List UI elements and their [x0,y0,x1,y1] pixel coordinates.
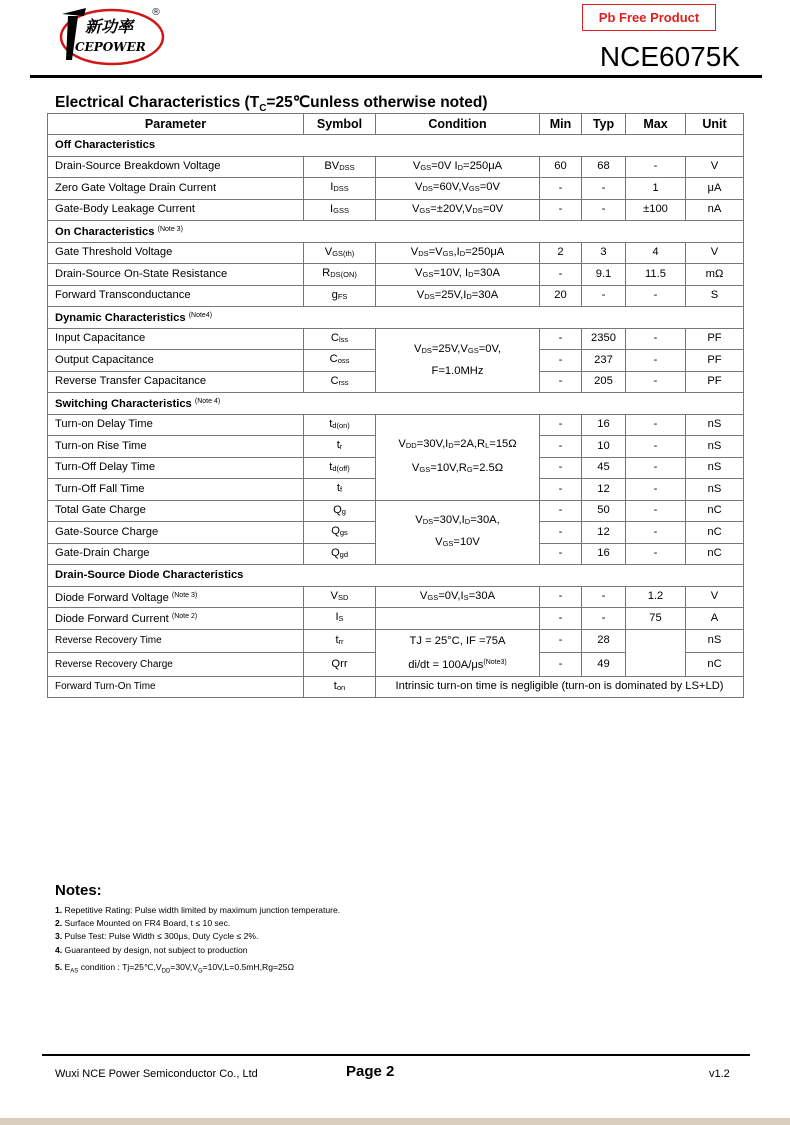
max-cell: - [626,522,686,544]
typ-cell: 3 [582,242,626,264]
condition-cell: $V_{GS}=0V,I_S=30A$ [376,586,540,608]
typ-cell: 45 [582,457,626,479]
typ-cell: - [582,586,626,608]
min-cell: - [540,178,582,200]
table-row [48,242,744,264]
max-cell: - [626,479,686,501]
section-title: Electrical Characteristics ($T_C=25℃unless$ otherwise noted) [55,94,488,115]
company-logo [58,4,166,68]
registered-mark: ® [151,7,161,18]
symbol-cell: $t_{on}$ [304,676,376,698]
unit-cell: V [686,242,744,264]
param-cell: Gate-Body Leakage Current [48,199,304,221]
unit-cell: V [686,156,744,178]
min-cell: - [540,199,582,221]
max-cell: - [626,371,686,393]
param-cell: Output Capacitance [48,350,304,372]
min-cell: - [540,414,582,436]
unit-cell: nS [686,629,744,653]
logo-brand-text: CEPOWER [75,40,146,54]
table-row [48,285,744,307]
unit-cell: nS [686,457,744,479]
min-cell: - [540,350,582,372]
unit-cell: nS [686,414,744,436]
header-divider [30,75,762,78]
typ-cell: 16 [582,543,626,565]
param-cell: Turn-Off Delay Time [48,457,304,479]
symbol-cell: $Q_{gs}$ [304,522,376,544]
symbol-cell: $C_{lss}$ [304,328,376,350]
condition-cell: Intrinsic turn-on time is negligible (turn-on is dominated by LS+LD) [376,676,744,698]
min-cell: - [540,479,582,501]
table-row [48,586,744,608]
notes-title: Notes: [55,882,102,899]
max-cell: 1.2 [626,586,686,608]
max-cell: - [626,350,686,372]
param-cell: Turn-on Rise Time [48,436,304,458]
condition-cell: $V_{DS}=60V,V_{GS}=0V$ [376,178,540,200]
min-cell: 60 [540,156,582,178]
symbol-cell: $Q_{gd}$ [304,543,376,565]
symbol-cell: $I_S$ [304,608,376,630]
condition-cell: $V_{DS}=V_{GS},I_D=250\mu A$ [376,242,540,264]
typ-cell: 12 [582,479,626,501]
condition-cell: TJ = 25°C, IF =75A $di/dt = 100A/\mu s^{(Note3)}$ [376,629,540,676]
header-condition: Condition [376,114,540,135]
min-cell: 20 [540,285,582,307]
symbol-cell: $Q_g$ [304,500,376,522]
symbol-cell: Qrr [304,653,376,677]
symbol-cell: $t_r$ [304,436,376,458]
min-cell: - [540,371,582,393]
min-cell: - [540,264,582,286]
min-cell: - [540,436,582,458]
footer-version: v1.2 [709,1068,730,1080]
header-typ: Typ [582,114,626,135]
symbol-cell: $t_{d(on)}$ [304,414,376,436]
unit-cell: nC [686,543,744,565]
section-diode: Drain-Source Diode Characteristics [48,565,744,587]
param-cell: Forward Turn-On Time [48,676,304,698]
footer-page-number: Page 2 [346,1063,395,1080]
symbol-cell: $R_{DS(ON)}$ [304,264,376,286]
section-row [48,393,744,415]
param-cell: Turn-Off Fall Time [48,479,304,501]
min-cell: - [540,629,582,653]
min-cell: - [540,328,582,350]
footer-company: Wuxi NCE Power Semiconductor Co., Ltd [55,1068,258,1080]
max-cell: - [626,414,686,436]
condition-cell: $V_{DD}=30V,I_D=2A,R_L=15\Omega$ $V_{GS}=10V,R_G=2.5\Omega$ [376,414,540,500]
param-cell: Reverse Recovery Time [48,629,304,653]
max-cell: - [626,156,686,178]
param-cell: Gate-Source Charge [48,522,304,544]
unit-cell: nC [686,500,744,522]
max-cell: 1 [626,178,686,200]
symbol-cell: $t_{d(off)}$ [304,457,376,479]
symbol-cell: $BV_{DSS}$ [304,156,376,178]
section-off: Off Characteristics [48,135,744,157]
max-cell: - [626,500,686,522]
unit-cell: μA [686,178,744,200]
unit-cell: PF [686,371,744,393]
table-row [48,608,744,630]
section-row [48,135,744,157]
typ-cell: 12 [582,522,626,544]
unit-cell: A [686,608,744,630]
unit-cell: mΩ [686,264,744,286]
max-cell: 4 [626,242,686,264]
table-row [48,199,744,221]
section-on: On Characteristics $^{(Note 3)}$ [48,221,744,243]
max-cell: - [626,285,686,307]
typ-cell: - [582,199,626,221]
param-cell: Gate-Drain Charge [48,543,304,565]
section-row [48,565,744,587]
param-cell: Total Gate Charge [48,500,304,522]
condition-cell: $V_{DS}=25V,I_D=30A$ [376,285,540,307]
max-cell: - [626,543,686,565]
table-row [48,414,744,436]
condition-cell: $V_{DS}=25V,V_{GS}=0V$, F=1.0MHz [376,328,540,393]
unit-cell: S [686,285,744,307]
pb-free-badge: Pb Free Product [582,4,716,31]
min-cell: - [540,586,582,608]
symbol-cell: $I_{GSS}$ [304,199,376,221]
section-dynamic: Dynamic Characteristics $^{(Note4)}$ [48,307,744,329]
typ-cell: 205 [582,371,626,393]
max-cell: - [626,328,686,350]
section-switching: Switching Characteristics $^{(Note 4)}$ [48,393,744,415]
unit-cell: nA [686,199,744,221]
page-bottom-strip [0,1118,790,1125]
max-cell: 75 [626,608,686,630]
param-cell: Forward Transconductance [48,285,304,307]
param-cell: Input Capacitance [48,328,304,350]
symbol-cell: $V_{GS(th)}$ [304,242,376,264]
unit-cell: PF [686,350,744,372]
typ-cell: - [582,178,626,200]
typ-cell: 68 [582,156,626,178]
max-cell [626,629,686,676]
param-cell: Zero Gate Voltage Drain Current [48,178,304,200]
min-cell: - [540,608,582,630]
electrical-characteristics-table [47,113,744,698]
min-cell: - [540,522,582,544]
max-cell: - [626,457,686,479]
condition-cell: $V_{DS}=30V,I_D=30A$, $V_{GS}=10V$ [376,500,540,565]
symbol-cell: $C_{rss}$ [304,371,376,393]
table-row [48,328,744,350]
min-cell: - [540,653,582,677]
typ-cell: 10 [582,436,626,458]
typ-cell: 49 [582,653,626,677]
note-item: 2. Surface Mounted on FR4 Board, t ≤ 10 sec. [55,917,231,928]
typ-cell: - [582,608,626,630]
table-row [48,629,744,653]
table-row [48,500,744,522]
max-cell: 11.5 [626,264,686,286]
header-parameter: Parameter [48,114,304,135]
logo-chinese-text: 新功率 [85,17,134,36]
max-cell: - [626,436,686,458]
param-cell: Gate Threshold Voltage [48,242,304,264]
note-item: 1. Repetitive Rating: Pulse width limited by maximum junction temperature. [55,905,341,915]
notes-section [55,882,340,979]
typ-cell: 9.1 [582,264,626,286]
min-cell: - [540,457,582,479]
param-cell: Drain-Source On-State Resistance [48,264,304,286]
symbol-cell: $g_{FS}$ [304,285,376,307]
table-header-row [48,114,744,135]
footer-divider [42,1054,750,1056]
min-cell: - [540,500,582,522]
condition-cell: $V_{GS}=\pm 20V,V_{DS}=0V$ [376,199,540,221]
max-cell: ±100 [626,199,686,221]
note-item: 3. Pulse Test: Pulse Width ≤ 300μs, Duty Cycle ≤ 2%. [55,931,259,941]
typ-cell: 16 [582,414,626,436]
unit-cell: nS [686,479,744,501]
condition-cell [376,608,540,630]
symbol-cell: $t_{rr}$ [304,629,376,653]
typ-cell: 237 [582,350,626,372]
part-number: NCE6075K [599,41,740,72]
header-min: Min [540,114,582,135]
note-item: 4. Guaranteed by design, not subject to production [55,944,248,955]
table-row [48,264,744,286]
param-cell: Reverse Transfer Capacitance [48,371,304,393]
condition-cell: $V_{GS}=10V$, $I_D=30A$ [376,264,540,286]
symbol-cell: $V_{SD}$ [304,586,376,608]
symbol-cell: $C_{oss}$ [304,350,376,372]
header-max: Max [626,114,686,135]
note-item: 5. $E_{AS}$ condition : $Tj=25℃,V_{DD}=30V,V_G=10V,L=0.5mH,Rg=25\Omega$ [55,962,295,975]
unit-cell: nC [686,653,744,677]
typ-cell: 2350 [582,328,626,350]
param-cell: Turn-on Delay Time [48,414,304,436]
table-row [48,156,744,178]
header-unit: Unit [686,114,744,135]
condition-cell: $V_{GS}=0V$ $I_D=250\mu A$ [376,156,540,178]
param-cell: Diode Forward Current $^{(Note 2)}$ [48,608,304,630]
min-cell: 2 [540,242,582,264]
section-row [48,221,744,243]
min-cell: - [540,543,582,565]
param-cell: Drain-Source Breakdown Voltage [48,156,304,178]
header-symbol: Symbol [304,114,376,135]
table-row [48,178,744,200]
table-row [48,676,744,698]
unit-cell: nS [686,436,744,458]
symbol-cell: $t_f$ [304,479,376,501]
typ-cell: 28 [582,629,626,653]
typ-cell: 50 [582,500,626,522]
typ-cell: - [582,285,626,307]
unit-cell: V [686,586,744,608]
unit-cell: PF [686,328,744,350]
section-row [48,307,744,329]
symbol-cell: $I_{DSS}$ [304,178,376,200]
unit-cell: nC [686,522,744,544]
param-cell: Diode Forward Voltage $^{(Note 3)}$ [48,586,304,608]
param-cell: Reverse Recovery Charge [48,653,304,677]
